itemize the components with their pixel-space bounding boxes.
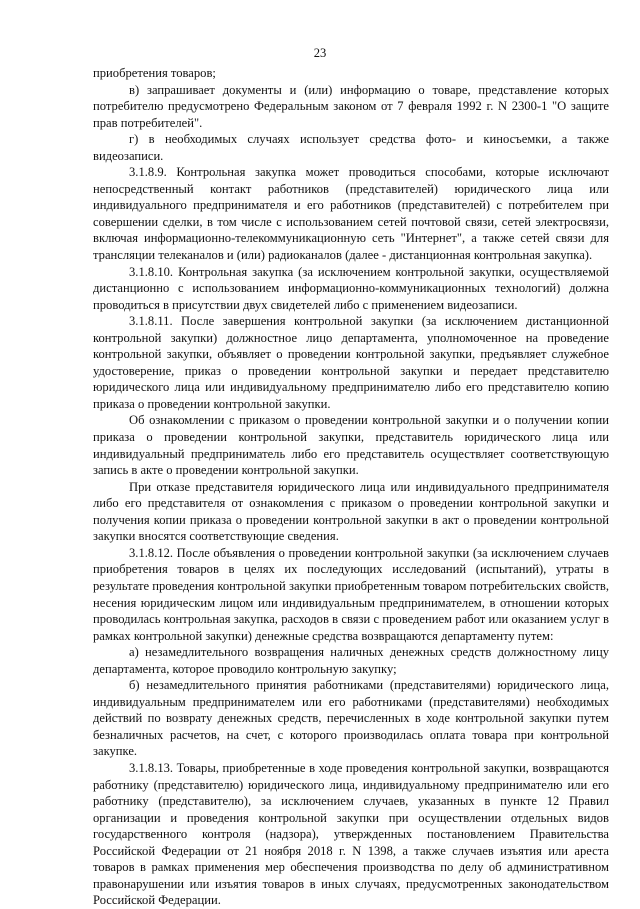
paragraph-item-a: а) незамедлительного возвращения наличных денежных средств должностному лицу департамента, которое проводило контрольную закупку; [93, 645, 609, 676]
paragraph-3-1-8-11: 3.1.8.11. После завершения контрольной закупки (за исключением дистанционной контрольной закупки) должностное лицо департамента, уполномоченное на проведение контрольной закупки, объявляет о проведении контрольной закупки, предъявляет служебное удостоверение, приказ о проведении контрольной закупки и передает представителю юридического лица или индивидуальному предпринимателю либо его представителю копию приказа о проведении контрольной закупки. [93, 314, 609, 411]
document-body [93, 65, 609, 909]
paragraph-3-1-8-12: 3.1.8.12. После объявления о проведении контрольной закупки (за исключением случаев приобретения товаров в целях их последующих исследований (испытаний), утраты в результате проведения контрольной закупки приобретенным товаром потребительских свойств, несения юридическим лицом или индивидуальным предпринимателем, в отношении которых проводилась контрольная закупка, расходов в связи с проведением работ или оказанием услуг в рамках контрольной закупки) денежные средства возвращаются департаменту путем: [93, 545, 609, 643]
paragraph-3-1-8-13: 3.1.8.13. Товары, приобретенные в ходе проведения контрольной закупки, возвращаются работнику (представителю) юридического лица, индивидуальному предпринимателю или его работнику (представителю), за исключением случаев, указанных в пункте 12 Правил организации и проведения контрольной закупки при осуществлении отдельных видов государственного контроля (надзора), утвержденных постановлением Правительства Российской Федерации от 21 ноября 2018 г. N 1398, а также случаев изъятия или ареста товаров в рамках применения мер обеспечения производства по делу об административном правонарушении или изъятия товаров в иных случаях, предусмотренных законодательством Российской Федерации. [93, 760, 609, 908]
paragraph-refusal: При отказе представителя юридического лица или индивидуального предпринимателя либо его представителя от ознакомления с приказом о проведении контрольной закупки и получения копии приказа о проведении контрольной закупки в акт о проведении контрольной закупки вносятся соответствующие сведения. [93, 479, 609, 544]
paragraph-continuation: приобретения товаров; [93, 66, 216, 80]
paragraph-3-1-8-10: 3.1.8.10. Контрольная закупка (за исключением контрольной закупки, осуществляемой дистанционно с использованием информационно-коммуникационных технологий) должна проводиться в присутствии двух свидетелей либо с применением видеозаписи. [93, 264, 609, 312]
paragraph-item-g: г) в необходимых случаях использует средства фото- и киносъемки, а также видеозаписи. [93, 132, 609, 163]
page-number: 23 [313, 46, 327, 60]
paragraph-3-1-8-9: 3.1.8.9. Контрольная закупка может проводиться способами, которые исключают непосредственный контакт работников (представителей) юридического лица или индивидуального предпринимателя и его работников (представителей) с потребителем при совершении сделки, в том числе с использованием сетей почтовой связи, сетей электросвязи, включая информационно-телекоммуникационную сеть "Интернет", а также сетей связи для трансляции телеканалов и (или) радиоканалов (далее - дистанционная контрольная закупка). [93, 165, 609, 263]
paragraph-item-b: б) незамедлительного принятия работниками (представителями) юридического лица, индивидуальным предпринимателем или его работниками (представителями) необходимых действий по возврату денежных средств, перечисленных в ходе контрольной закупки путем безналичных расчетов, на счет, с которого производилась оплата товара при контрольной закупке. [93, 678, 609, 759]
paragraph-acknowledgement: Об ознакомлении с приказом о проведении контрольной закупки и о получении копии приказа о проведении контрольной закупки, представитель юридического лица или индивидуальный предприниматель либо его представитель осуществляет соответствующую запись в акте о проведении контрольной закупки. [93, 413, 609, 478]
paragraph-item-v: в) запрашивает документы и (или) информацию о товаре, представление которых потребителю предусмотрено Федеральным законом от 7 февраля 1992 г. N 2300-1 "О защите прав потребителей". [93, 82, 609, 130]
